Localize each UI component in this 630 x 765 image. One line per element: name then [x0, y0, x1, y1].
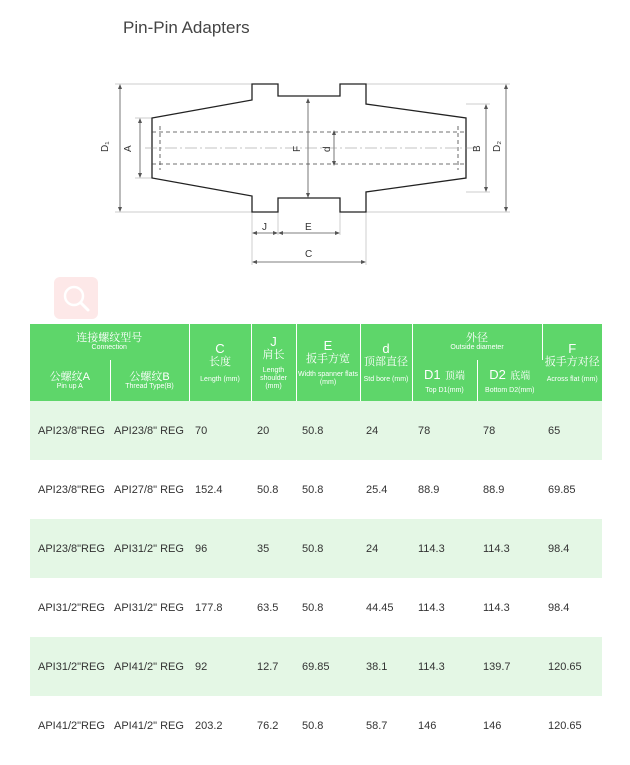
table-cell-e: 50.8 [302, 601, 324, 614]
table-cell-j: 20 [251, 401, 296, 460]
table-cell-d1: 114.3 [418, 601, 445, 614]
table-cell-d2: 88.9 [483, 483, 505, 496]
table-cell-d: 58.7 [366, 719, 388, 732]
table-cell-d: 38.1 [360, 637, 412, 696]
table-cell-c: 203.2 [195, 719, 223, 732]
label-f: F [292, 145, 303, 152]
table-cell-d1: 114.3 [412, 637, 477, 696]
label-e: E [305, 222, 312, 233]
table-cell-j: 63.5 [257, 601, 279, 614]
table-cell-d2: 146 [483, 719, 502, 732]
table-cell-f: 65 [542, 401, 602, 460]
table-cell-f: 120.65 [542, 637, 602, 696]
table-cell-b: API31/2" REG [110, 519, 189, 578]
table-cell-d2: 114.3 [477, 519, 542, 578]
table-cell-f: 98.4 [542, 519, 602, 578]
table-cell-d: 24 [360, 401, 412, 460]
table-cell-e: 50.8 [296, 519, 360, 578]
label-a: A [123, 145, 134, 152]
table-cell-f: 69.85 [548, 483, 576, 496]
table-cell-j: 12.7 [251, 637, 296, 696]
spanner-width-header: E 扳手方宽 Width spanner flats (mm) [296, 324, 360, 401]
label-d2: D₂ [492, 140, 503, 152]
across-flat-header: F 扳手方对径 Across flat (mm) [542, 324, 602, 401]
outside-diameter-header: 外径 Outside diameter [412, 324, 542, 360]
length-header: C 长度 Length (mm) [189, 324, 251, 401]
table-cell-j: 50.8 [257, 483, 279, 496]
table-cell-j: 76.2 [257, 719, 279, 732]
table-cell-d1: 78 [412, 401, 477, 460]
bottom-d2-header: D2 底端 Bottom D2(mm) [477, 360, 542, 401]
pin-b-header: 公螺纹B Thread Type(B) [110, 360, 189, 401]
table-cell-e: 50.8 [296, 401, 360, 460]
top-d1-header: D1 顶端 Top D1(mm) [412, 360, 477, 401]
adapter-diagram [0, 0, 630, 300]
table-cell-d1: 146 [418, 719, 437, 732]
table-cell-b: API27/8" REG [114, 483, 184, 496]
table-cell-b: API41/2" REG [114, 719, 184, 732]
table-cell-d2: 78 [477, 401, 542, 460]
spec-table [30, 324, 602, 755]
table-cell-a: API41/2"REG [38, 719, 105, 732]
shoulder-header: J 肩长 Length shoulder (mm) [251, 324, 296, 401]
label-d1: D₁ [100, 141, 111, 152]
table-cell-e: 50.8 [302, 719, 324, 732]
bore-header: d 顶部直径 Std bore (mm) [360, 324, 412, 401]
table-cell-d: 44.45 [366, 601, 394, 614]
table-cell-c: 96 [189, 519, 251, 578]
table-cell-a: API31/2"REG [30, 637, 110, 696]
table-cell-f: 120.65 [548, 719, 582, 732]
table-cell-d: 25.4 [366, 483, 388, 496]
label-b: B [472, 145, 483, 152]
table-cell-d1: 88.9 [418, 483, 440, 496]
table-cell-a: API23/8"REG [38, 483, 105, 496]
table-cell-e: 69.85 [296, 637, 360, 696]
table-cell-d: 24 [360, 519, 412, 578]
label-c: C [305, 249, 313, 260]
table-cell-c: 92 [189, 637, 251, 696]
table-row [30, 578, 602, 637]
table-row [30, 401, 602, 460]
table-cell-a: API23/8"REG [30, 401, 110, 460]
connection-header: 连接螺纹型号 Connection [30, 324, 189, 360]
table-cell-c: 70 [189, 401, 251, 460]
search-icon [54, 277, 98, 319]
table-cell-c: 152.4 [195, 483, 223, 496]
label-small-d: d [322, 146, 333, 152]
table-cell-b: API23/8" REG [110, 401, 189, 460]
table-cell-d1: 114.3 [412, 519, 477, 578]
table-cell-a: API23/8"REG [30, 519, 110, 578]
table-cell-c: 177.8 [195, 601, 223, 614]
table-row [30, 637, 602, 696]
table-row [30, 519, 602, 578]
table-cell-d2: 139.7 [477, 637, 542, 696]
table-cell-f: 98.4 [548, 601, 570, 614]
table-cell-e: 50.8 [302, 483, 324, 496]
label-j: J [262, 222, 267, 233]
table-row [30, 460, 602, 519]
table-cell-d2: 114.3 [483, 601, 510, 614]
pin-a-header: 公螺纹A Pin up A [30, 360, 110, 401]
table-cell-b: API41/2" REG [110, 637, 189, 696]
table-cell-a: API31/2"REG [38, 601, 105, 614]
table-cell-b: API31/2" REG [114, 601, 184, 614]
table-row [30, 696, 602, 755]
search-badge[interactable] [54, 277, 98, 319]
page-title: Pin-Pin Adapters [123, 18, 250, 37]
table-cell-j: 35 [251, 519, 296, 578]
